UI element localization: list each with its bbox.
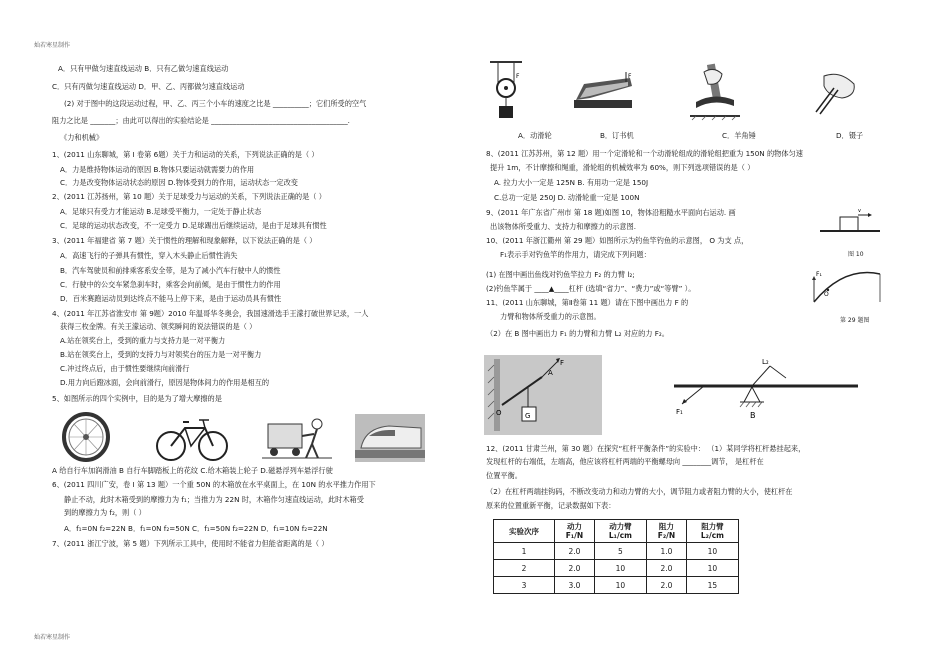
table-row: 3 3.0 10 2.0 15 [494,577,739,594]
svg-text:v: v [858,208,861,214]
tool-option-a: A．动滑轮 [518,131,552,140]
question-6: 6、(2011 四川广安，卷 Ⅰ 第 13 题）一个重 50N 的木箱放在水平桌面上，在 10N 的水平推力作用下 [52,480,376,489]
question-10: 10、(2011 年浙江衢州 第 29 题）如图所示为钓鱼竿钓鱼的示意图， O 为支 点， [486,236,749,245]
question-4-option-a: A.站在领奖台上，受到的重力与支持力是一对平衡力 [60,336,226,345]
question-12: 12、(2011 甘肃兰州，第 30 题）在探究“杠杆平衡条件”的实验中： （1）某同学将杠杆悬挂起来， [486,444,806,453]
question-4-option-d: D.用力向后蹬冰面，会向前滑行，原因是物体间力的作用是相互的 [60,378,270,387]
table-header-effort-arm: 动力臂 L₁/cm [594,520,646,543]
tool-option-b: B．订书机 [600,131,634,140]
question-8-options-ab: A. 拉力大小一定是 125N B. 有用功一定是 150J [494,178,649,187]
table-header-trial: 实验次序 [494,520,555,543]
question-12-cont1: 发现杠杆的右端低，左端高，他应该将杠杆两端的平衡螺母向 ________调节， 是杠杆在 [486,457,764,466]
question-6-cont2: 到的摩擦力为 f₂，则（ ） [64,508,146,517]
svg-text:O: O [824,291,829,298]
header-watermark-bottom: 灿若寒星制作 [34,634,71,641]
question-10-cont: F₁表示手对钓鱼竿的作用力，请完成下列问题： [500,250,651,259]
movable-pulley-image [486,60,526,122]
table-row: 2 2.0 10 2.0 10 [494,560,739,577]
question-3: 3、(2011 年福建省 第 7 题）关于惯性的理解和现象解释，以下说法正确的是（ ） [52,236,317,245]
figure-a-label-o: O [496,409,502,417]
tool-option-d: D．镊子 [836,131,864,140]
question-1-options-ab: A．力是维持物体运动的原因 B.物体只要运动就需要力的作用 [60,165,255,174]
question-11: 11、(2011 山东聊城，第Ⅱ卷第 11 题）请在下图中画出力 F 的 [486,298,689,307]
question-5-options: A 给自行车加润滑油 B 自行车脚踏板上的花纹 C.给木箱装上轮子 D.磁悬浮列车悬浮行驶 [52,466,333,475]
figure-29-caption: 第 29 题图 [840,317,870,324]
figure-a-label-a: A [548,369,553,377]
question-4-option-b: B.站在领奖台上，受到的支持力与对领奖台的压力是一对平衡力 [60,350,262,359]
question-12-part2-cont: 原来的位置重新平衡，记录数据如下表： [486,501,616,510]
question-9-cont: 出该物体所受重力、支持力和摩擦力的示意图. [490,222,637,231]
claw-hammer-image [690,62,740,122]
figure-a-label-g: G [525,412,531,420]
prev-options-ab: A．只有甲做匀速直线运动 B．只有乙做匀速直线运动 [58,64,229,73]
figure-b-label-b: B [750,411,756,420]
lever-data-table [493,519,739,594]
question-4: 4、(2011 年江苏省淮安市 第 9题）2010 年温哥华冬奥会，我国速滑选手王濛打破世界记录，一人 [52,309,369,318]
question-6-options: A．f₁=0N f₂=22N B．f₁=0N f₂=50N C．f₁=50N f₂=22N D．f₁=10N f₂=22N [64,524,328,533]
question-3-option-d: D．百米赛跑运动员到达终点不能马上停下来，是由于运动员具有惯性 [60,294,282,303]
question-8-options-cd: C.总功一定是 250J D. 动滑轮重一定是 100N [494,193,640,202]
question-2: 2、(2011 江苏扬州，第 10 题）关于足球受力与运动的关系，下列说法正确的是（ ） [52,192,326,201]
stapler-image [570,70,640,112]
question-12-part2: （2）在杠杆两端挂钩码，不断改变动力和动力臂的大小，调节阻力或者阻力臂的大小，使杠杆在 [486,487,793,496]
question-6-cont1: 静止不动，此时木箱受到的摩擦力为 f₁；当推力为 22N 时，木箱作匀速直线运动，此时木箱受 [64,495,364,504]
question-11-part2: （2）在 B 图中画出力 F₁ 的力臂和力臂 L₂ 对应的力 F₂。 [486,329,669,338]
question-5: 5、如图所示的四个实例中，目的是为了增大摩擦的是 [52,394,222,403]
bicycle-wheel-image [56,412,116,462]
question-8-cont: 提升 1m，不计摩擦和绳重，滑轮组的机械效率为 60%，则下列选项错误的是（ ） [490,163,755,172]
question-11-cont: 力臂和物体所受重力的示意图。 [500,312,601,321]
question-4-cont: 获得三枚金牌。有关王濛运动、领奖瞬间的说法错误的是（ ） [60,322,257,331]
figure-10-block [820,207,880,243]
question-1-options-cd: C．力是改变物体运动状态的原因 D.物体受到力的作用，运动状态一定改变 [60,178,298,187]
figure-a-label-f: F [560,359,565,367]
table-header-load-arm: 阻力臂 L₂/cm [686,520,738,543]
question-1: 1、(2011 山东聊城，第 Ⅰ 卷第 6题）关于力和运动的关系，下列说法正确的是（ ） [52,150,319,159]
table-header-load: 阻力 F₂/N [646,520,686,543]
tweezers-image [810,66,862,118]
question-3-option-a: A．高速飞行的子弹具有惯性，穿入木头静止后惯性消失 [60,251,238,260]
question-9: 9、(2011 年广东省广州市 第 18 题)如图 10，物体沿粗糙水平面向右运动. 画 [486,208,736,217]
prev-sub2-line1: (2) 对于图中的这段运动过程，甲、乙、丙三个小车的速度之比是 __________；它们所受的空气 [64,99,367,108]
figure-10-caption: 图 10 [848,251,864,258]
maglev-train-image [355,414,425,462]
tool-option-c: C．羊角锤 [722,131,756,140]
lever-figure-a [484,355,602,435]
figure-b-label-f1: F₁ [676,408,683,416]
fishing-rod-figure [808,262,888,318]
figure-b-label-l2: L₂ [762,358,769,366]
question-4-option-c: C.冲过终点后，由于惯性要继续向前滑行 [60,364,190,373]
table-header-effort: 动力 F₁/N [555,520,595,543]
question-2-options-ab: A．足球只有受力才能运动 B.足球受平衡力，一定处于静止状态 [60,207,262,216]
question-3-option-c: C．行驶中的公交车紧急刹车时，乘客会向前倾，是由于惯性力的作用 [60,280,281,289]
question-7: 7、(2011 浙江宁波，第 5 题）下列所示工具中，使用时不能省力但能省距离的是（ ） [52,539,329,548]
question-2-options-cd: C．足球的运动状态改变，不一定受力 D.足球踢出后继续运动，是由于足球具有惯性 [60,221,327,230]
question-8: 8、(2011 江苏苏州，第 12 题）用一个定滑轮和一个动滑轮组成的滑轮组把重为 150N 的物体匀速 [486,149,803,158]
svg-text:F: F [628,73,632,80]
bicycle-image [155,414,230,462]
table-row: 1 2.0 5 1.0 10 [494,543,739,560]
question-10-part1: (1) 在图中画出鱼线对钓鱼竿拉力 F₂ 的力臂 l₂; [486,270,635,279]
section-title: 《力和机械》 [60,133,104,142]
question-12-cont2: 位置平衡。 [486,471,522,480]
header-watermark-top: 灿若寒星制作 [34,42,71,49]
svg-text:F: F [516,73,520,80]
prev-options-cd: C．只有丙做匀速直线运动 D．甲、乙、丙都做匀速直线运动 [52,82,245,91]
svg-text:F₁: F₁ [816,271,822,278]
question-3-option-b: B．汽车驾驶员和前排乘客系安全带，是为了减小汽车行驶中人的惯性 [60,266,281,275]
lever-figure-b [672,352,862,432]
prev-sub2-line2: 阻力之比是 _______；由此可以得出的实验结论是 ______________________________________. [52,116,350,125]
question-10-part2: (2)钓鱼竿属于 ____▲____杠杆 (选填“省力”、“费力”或“等臂” ）。 [486,284,696,293]
wooden-box-wheels-image [262,416,332,460]
